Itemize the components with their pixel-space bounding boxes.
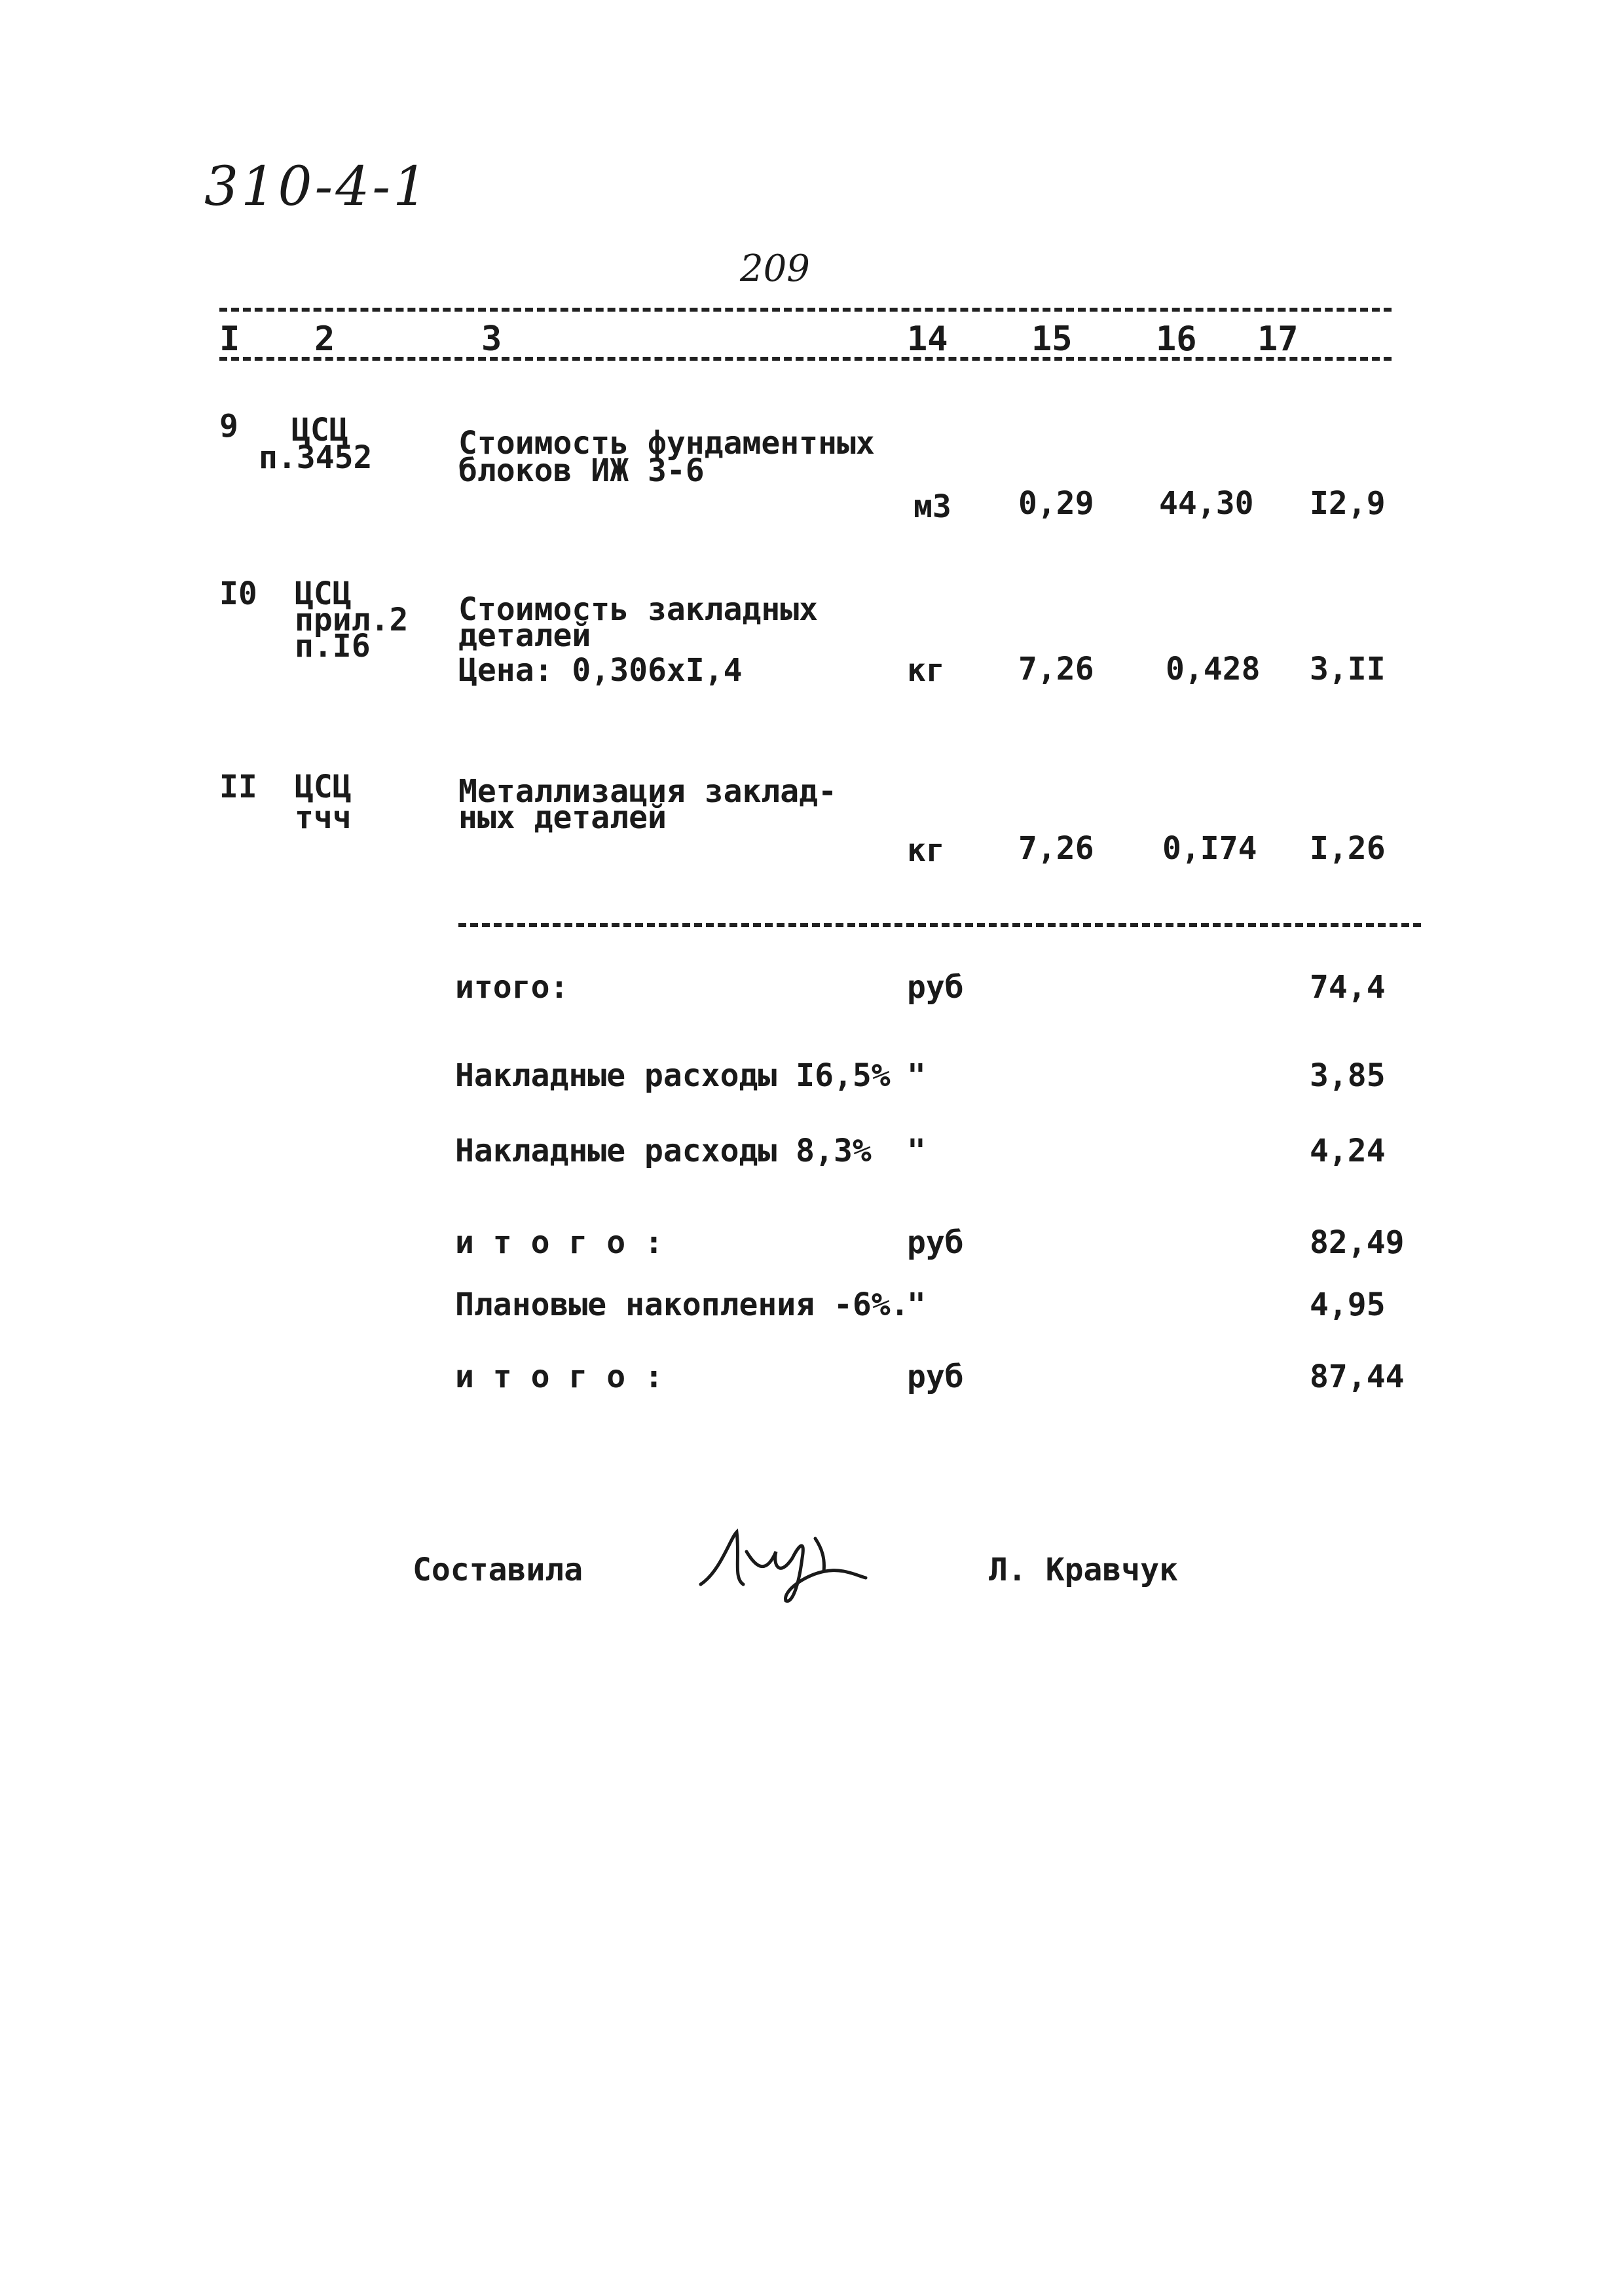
summary-value: 74,4	[1310, 969, 1386, 1006]
row-quantity: 7,26	[1018, 651, 1094, 687]
header-top-rule	[219, 308, 1392, 312]
header-col-16: 16	[1156, 319, 1197, 359]
summary-label: и т о г о :	[455, 1224, 663, 1261]
row-quantity: 7,26	[1018, 830, 1094, 867]
summary-value: 87,44	[1310, 1358, 1405, 1395]
row-basis-line-1: ЦСЦ	[295, 575, 352, 612]
header-col-15: 15	[1031, 319, 1073, 359]
row-total: I2,9	[1310, 485, 1386, 522]
summary-unit: "	[907, 1133, 926, 1169]
row-description-line-1: Стоимость закладных	[458, 591, 819, 628]
page-number: 209	[740, 247, 810, 290]
row-description-line-2: ных деталей	[458, 799, 667, 836]
row-number: 9	[219, 408, 238, 445]
summary-value: 82,49	[1310, 1224, 1405, 1261]
row-basis-line-3: п.I6	[295, 628, 371, 665]
summary-value: 3,85	[1310, 1057, 1386, 1094]
summary-separator-rule	[458, 923, 1421, 927]
header-col-17: 17	[1257, 319, 1299, 359]
row-basis-line-1: ЦСЦ	[291, 412, 348, 448]
signature-label: Составила	[413, 1552, 583, 1588]
summary-value: 4,24	[1310, 1133, 1386, 1169]
row-description-line-2: деталей	[458, 617, 591, 654]
row-description-line-1: Стоимость фундаментных	[458, 425, 875, 462]
summary-value: 4,95	[1310, 1286, 1386, 1323]
summary-label: Накладные расходы I6,5%	[455, 1057, 891, 1094]
handwritten-signature	[694, 1512, 871, 1611]
summary-label: и т о г о :	[455, 1358, 663, 1395]
row-unit-price: 44,30	[1159, 485, 1254, 522]
row-basis-line-2: п.3452	[259, 439, 373, 476]
summary-label: Накладные расходы 8,3%	[455, 1133, 872, 1169]
header-col-2: 2	[314, 319, 335, 359]
row-number: II	[219, 769, 257, 805]
summary-unit: "	[907, 1057, 926, 1094]
row-quantity: 0,29	[1018, 485, 1094, 522]
header-col-14: 14	[907, 319, 948, 359]
row-description-line-1: Металлизация заклад-	[458, 773, 837, 810]
summary-unit: руб	[907, 1358, 964, 1395]
row-number: I0	[219, 575, 257, 612]
summary-unit: руб	[907, 1224, 964, 1261]
row-total: 3,II	[1310, 651, 1386, 687]
row-description-line-2: блоков ИЖ 3-6	[458, 452, 705, 489]
summary-label: Плановые накопления -6%.	[455, 1286, 910, 1323]
summary-unit: "	[907, 1286, 926, 1323]
row-basis-line-2: тчч	[295, 799, 352, 836]
header-col-1: I	[219, 319, 240, 359]
row-basis-line-1: ЦСЦ	[295, 769, 352, 805]
summary-label: итого:	[455, 969, 569, 1006]
row-unit-price: 0,I74	[1162, 830, 1257, 867]
signer-name: Л. Кравчук	[989, 1552, 1178, 1588]
row-description-line-3: Цена: 0,306хI,4	[458, 652, 743, 689]
row-basis-line-2: прил.2	[295, 602, 409, 638]
row-unit-price: 0,428	[1166, 651, 1261, 687]
row-unit: кг	[907, 652, 945, 689]
header-col-3: 3	[481, 319, 502, 359]
document-code: 310-4-1	[204, 156, 430, 218]
row-total: I,26	[1310, 830, 1386, 867]
row-unit: кг	[907, 832, 945, 869]
header-bottom-rule	[219, 357, 1392, 361]
summary-unit: руб	[907, 969, 964, 1006]
row-unit: м3	[913, 488, 951, 525]
